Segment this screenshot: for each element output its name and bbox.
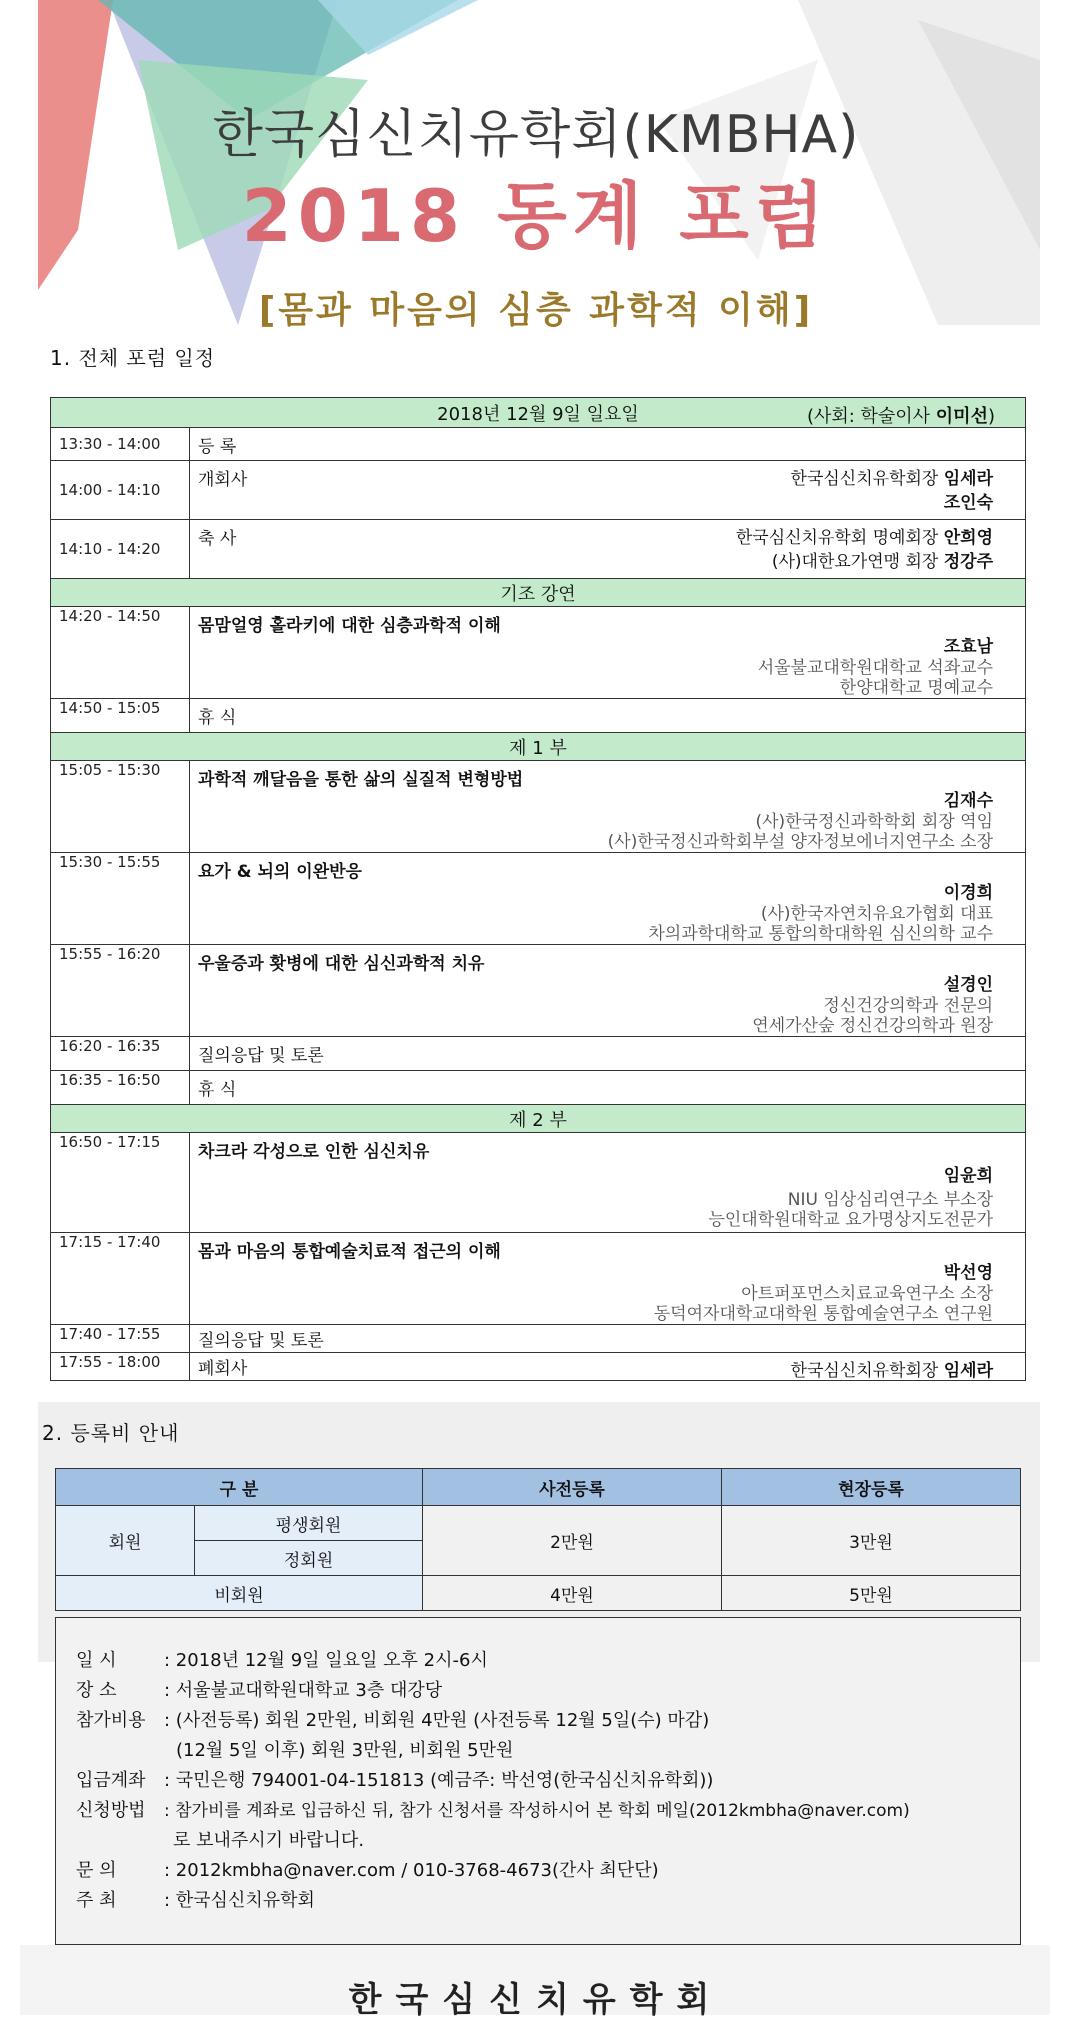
row-time: 15:30 - 15:55 (51, 853, 190, 945)
row-time: 14:50 - 15:05 (51, 699, 190, 733)
speaker-affiliation: NIU 임상심리연구소 부소장 (787, 1190, 993, 1210)
info-row-contact: 문 의 : 2012kmbha@naver.com / 010-3768-4673(간사 최단단) (76, 1860, 659, 1881)
speaker-name: 설경인 (943, 975, 993, 995)
schedule-date: 2018년 12월 9일 일요일 (437, 403, 639, 425)
speaker-affiliation: 한국심신치유학회 명예회장 (735, 528, 944, 548)
speaker-name: 임윤희 (943, 1166, 993, 1186)
speaker-affiliation: 아트퍼포먼스치료교육연구소 소장 (741, 1284, 993, 1304)
row-time: 15:05 - 15:30 (51, 761, 190, 853)
row-time: 17:40 - 17:55 (51, 1325, 190, 1353)
row-title: 축 사 (198, 529, 237, 549)
speaker-name: 조효남 (943, 637, 993, 657)
info-row-apply-2: 로 보내주시기 바랍니다. (173, 1830, 365, 1851)
speaker-affiliation: 동덕여자대학교대학원 통합예술연구소 연구원 (653, 1304, 993, 1324)
table-row (51, 1071, 1026, 1105)
section-row-keynote: 기조 강연 (51, 579, 1026, 607)
table-row (51, 1037, 1026, 1071)
speaker-affiliation: 한국심신치유학회장 (790, 1361, 944, 1381)
row-title: 과학적 깨달음을 통한 삶의 실질적 변형방법 (198, 770, 524, 790)
row-title: 휴 식 (190, 699, 1026, 733)
fee-table (55, 1468, 1021, 1611)
row-title: 몸과 마음의 통합예술치료적 접근의 이해 (198, 1242, 501, 1262)
schedule-date-row (51, 398, 1026, 428)
row-title: 폐회사 (198, 1359, 248, 1379)
speaker (791, 1356, 993, 1381)
info-row-cost: 참가비용 : (사전등록) 회원 2만원, 비회원 4만원 (사전등록 12월 5일(수) 마감) (76, 1710, 710, 1731)
speaker-affiliation: (사)대한요가연맹 회장 (771, 552, 944, 572)
section-schedule-heading: 1. 전체 포럼 일정 (50, 346, 216, 370)
speaker-name: 김재수 (943, 791, 993, 811)
table-row (51, 853, 1026, 945)
row-title: 우울증과 홧병에 대한 심신과학적 치유 (198, 954, 485, 974)
schedule-table (50, 397, 1026, 1381)
table-row (51, 428, 1026, 461)
speaker-affiliation: (사)한국자연치유요가협회 대표 (760, 904, 993, 924)
table-row (51, 945, 1026, 1037)
section-fee-heading: 2. 등록비 안내 (42, 1421, 180, 1445)
section-row-part1: 제 1 부 (51, 733, 1026, 761)
table-row (51, 461, 1026, 520)
speaker-name: 조인숙 (943, 493, 993, 513)
event-subtitle: 2018 동계 포럼 (241, 174, 831, 258)
speaker-name: 임세라 (943, 469, 993, 489)
event-title: 한국심신치유학회(KMBHA) (212, 105, 860, 165)
speaker-affiliation: 능인대학원대학교 요가명상지도전문가 (708, 1210, 993, 1230)
fee-row: 회원 평생회원 2만원 3만원 (56, 1506, 1021, 1541)
row-title: 차크라 각성으로 인한 심신치유 (198, 1142, 430, 1162)
row-title: 휴 식 (190, 1071, 1026, 1105)
row-title: 개회사 (198, 470, 248, 490)
table-row (51, 607, 1026, 699)
info-row-organizer: 주 최 : 한국심신치유학회 (76, 1890, 315, 1911)
table-row (51, 520, 1026, 579)
row-title: 몸맘얼영 홀라키에 대한 심층과학적 이해 (198, 616, 501, 636)
info-row-datetime: 일 시 : 2018년 12월 9일 일요일 오후 2시-6시 (76, 1650, 488, 1671)
speaker-affiliation: 차의과학대학교 통합의학대학원 심신의학 교수 (648, 924, 993, 944)
table-row (51, 761, 1026, 853)
fee-row: 정회원 (56, 1541, 1021, 1576)
info-row-account: 입금계좌 : 국민은행 794001-04-151813 (예금주: 박선영(한국심신치유학회)) (76, 1770, 714, 1791)
speaker-affiliation: (사)한국정신과학회부설 양자정보에너지연구소 소장 (607, 832, 993, 852)
event-info-box (55, 1617, 1021, 1945)
fee-row: 비회원 4만원 5만원 (56, 1576, 1021, 1611)
speaker-affiliation: 연세가산숲 정신건강의학과 원장 (752, 1016, 993, 1036)
speaker-name: 이경희 (943, 883, 993, 903)
table-row (51, 1353, 1026, 1381)
speaker-affiliation: 서울불교대학원대학교 석좌교수 (757, 658, 993, 678)
speaker-affiliation: 정신건강의학과 전문의 (823, 996, 993, 1016)
speaker-name: 정강주 (943, 552, 993, 572)
footer-organizer: 한국심신치유학회 (348, 1980, 724, 2020)
table-row (51, 699, 1026, 733)
row-time: 13:30 - 14:00 (51, 428, 190, 461)
table-row (51, 1133, 1026, 1233)
row-title: 질의응답 및 토론 (190, 1325, 1026, 1353)
section-row-part2: 제 2 부 (51, 1105, 1026, 1133)
table-row (51, 1325, 1026, 1353)
row-time: 14:10 - 14:20 (51, 520, 190, 579)
info-row-venue: 장 소 : 서울불교대학원대학교 3층 대강당 (76, 1680, 443, 1701)
row-time: 17:55 - 18:00 (51, 1353, 190, 1381)
event-theme: [몸과 마음의 심층 과학적 이해] (258, 290, 814, 331)
speaker-affiliation: 한국심신치유학회장 (790, 469, 944, 489)
row-title: 질의응답 및 토론 (190, 1037, 1026, 1071)
row-time: 16:35 - 16:50 (51, 1071, 190, 1105)
schedule-host: (사회: 학술이사 이미선) (806, 406, 995, 427)
row-time: 16:50 - 17:15 (51, 1133, 190, 1233)
row-time: 14:20 - 14:50 (51, 607, 190, 699)
info-row-apply: 신청방법 : 참가비를 계좌로 입금하신 뒤, 참가 신청서를 작성하시어 본 학회 메일(2012kmbha@naver.com) (76, 1800, 910, 1821)
speaker-name: 박선영 (943, 1263, 993, 1283)
row-time: 15:55 - 16:20 (51, 945, 190, 1037)
row-time: 16:20 - 16:35 (51, 1037, 190, 1071)
speaker-name: 임세라 (943, 1361, 993, 1381)
row-time: 17:15 - 17:40 (51, 1233, 190, 1325)
fee-header-row: 구 분 사전등록 현장등록 (56, 1469, 1021, 1506)
table-row (51, 1233, 1026, 1325)
row-title: 등 록 (190, 428, 1026, 461)
speaker-name: 안희영 (943, 528, 993, 548)
row-title: 요가 & 뇌의 이완반응 (198, 862, 362, 882)
speaker-affiliation: 한양대학교 명예교수 (839, 678, 993, 698)
info-row-cost-2: (12월 5일 이후) 회원 3만원, 비회원 5만원 (176, 1740, 514, 1761)
row-time: 14:00 - 14:10 (51, 461, 190, 520)
speaker-affiliation: (사)한국정신과학학회 회장 역임 (755, 812, 993, 832)
